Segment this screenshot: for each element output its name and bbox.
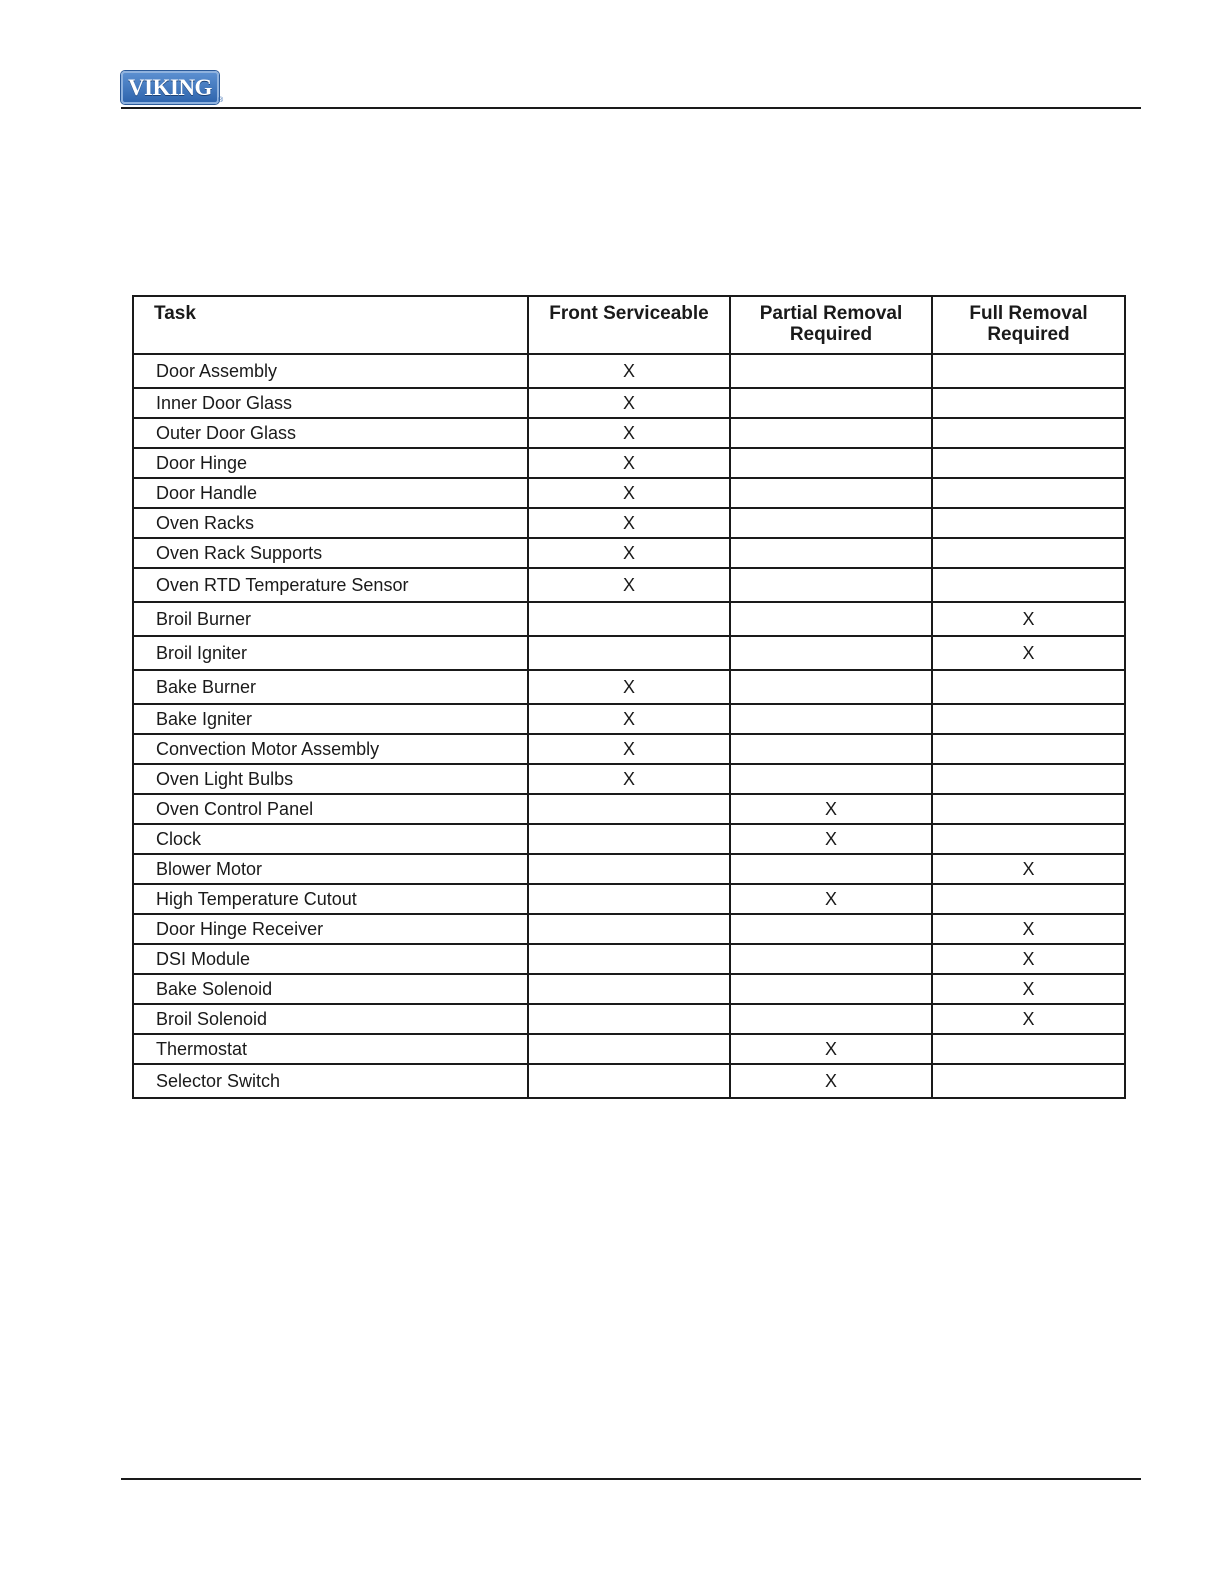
task-name: Inner Door Glass [133,388,528,418]
task-name: Clock [133,824,528,854]
full-removal-cell [932,670,1125,704]
full-removal-cell [932,794,1125,824]
full-removal-cell [932,508,1125,538]
table-row [133,704,1125,734]
front-serviceable-cell: X [528,418,730,448]
partial-removal-cell [730,636,932,670]
task-name: Oven Light Bulbs [133,764,528,794]
table-row [133,794,1125,824]
table-row [133,508,1125,538]
front-serviceable-cell: X [528,764,730,794]
table-row [133,354,1125,388]
partial-removal-cell: X [730,824,932,854]
task-name: Bake Solenoid [133,974,528,1004]
full-removal-cell [932,704,1125,734]
task-name: Oven Racks [133,508,528,538]
full-removal-cell [932,418,1125,448]
task-name: Door Handle [133,478,528,508]
front-serviceable-cell [528,824,730,854]
task-name: Broil Igniter [133,636,528,670]
partial-removal-cell [730,854,932,884]
table-row [133,944,1125,974]
front-serviceable-cell [528,1004,730,1034]
front-serviceable-cell [528,636,730,670]
table-row [133,538,1125,568]
header-rule [121,107,1141,109]
front-serviceable-cell [528,602,730,636]
task-name: Blower Motor [133,854,528,884]
front-serviceable-cell: X [528,538,730,568]
task-name: Bake Igniter [133,704,528,734]
partial-removal-cell [730,1004,932,1034]
partial-removal-cell: X [730,1034,932,1064]
registered-mark: ® [218,97,224,104]
partial-removal-cell [730,670,932,704]
full-removal-cell [932,1064,1125,1098]
front-serviceable-cell: X [528,734,730,764]
table-row [133,884,1125,914]
task-name: Oven RTD Temperature Sensor [133,568,528,602]
front-serviceable-cell [528,914,730,944]
task-name: Door Hinge Receiver [133,914,528,944]
task-name: High Temperature Cutout [133,884,528,914]
table-row [133,670,1125,704]
partial-removal-cell [730,734,932,764]
table-row [133,602,1125,636]
viking-logo [121,71,219,104]
table-row [133,388,1125,418]
front-serviceable-cell: X [528,354,730,388]
front-serviceable-cell: X [528,568,730,602]
partial-removal-cell [730,974,932,1004]
full-removal-cell [932,448,1125,478]
task-name: Selector Switch [133,1064,528,1098]
task-name: DSI Module [133,944,528,974]
column-header-partial-removal: Partial Removal Required [730,296,932,354]
front-serviceable-cell [528,884,730,914]
partial-removal-cell [730,418,932,448]
task-name: Convection Motor Assembly [133,734,528,764]
logo-text: VIKING [128,74,212,100]
task-name: Oven Control Panel [133,794,528,824]
task-name: Thermostat [133,1034,528,1064]
full-removal-cell [932,1034,1125,1064]
front-serviceable-cell: X [528,478,730,508]
task-name: Door Hinge [133,448,528,478]
front-serviceable-cell: X [528,670,730,704]
full-removal-cell [932,538,1125,568]
partial-removal-cell [730,914,932,944]
table-row [133,418,1125,448]
full-removal-cell: X [932,1004,1125,1034]
full-removal-cell: X [932,602,1125,636]
table-row [133,974,1125,1004]
partial-removal-cell: X [730,794,932,824]
task-name: Broil Burner [133,602,528,636]
full-removal-cell [932,764,1125,794]
full-removal-cell [932,478,1125,508]
table-row [133,448,1125,478]
task-name: Door Assembly [133,354,528,388]
full-removal-cell [932,388,1125,418]
task-name: Oven Rack Supports [133,538,528,568]
partial-removal-cell [730,764,932,794]
partial-removal-cell [730,704,932,734]
task-name: Broil Solenoid [133,1004,528,1034]
full-removal-cell: X [932,854,1125,884]
task-name: Bake Burner [133,670,528,704]
table-row [133,478,1125,508]
partial-removal-cell [730,538,932,568]
front-serviceable-cell [528,944,730,974]
column-header-task: Task [133,296,528,354]
partial-removal-cell: X [730,1064,932,1098]
full-removal-cell [932,354,1125,388]
table-row [133,1004,1125,1034]
table-row [133,568,1125,602]
partial-removal-cell [730,508,932,538]
partial-removal-cell [730,944,932,974]
front-serviceable-cell: X [528,704,730,734]
front-serviceable-cell: X [528,388,730,418]
column-header-full-removal: Full Removal Required [932,296,1125,354]
full-removal-cell [932,734,1125,764]
full-removal-cell: X [932,974,1125,1004]
table-header-row [133,296,1125,354]
partial-removal-cell: X [730,884,932,914]
full-removal-cell [932,824,1125,854]
serviceability-table [132,295,1126,1099]
table-row [133,914,1125,944]
front-serviceable-cell: X [528,508,730,538]
table-row [133,1034,1125,1064]
task-name: Outer Door Glass [133,418,528,448]
partial-removal-cell [730,354,932,388]
table-row [133,854,1125,884]
partial-removal-cell [730,388,932,418]
full-removal-cell: X [932,636,1125,670]
column-header-front-serviceable: Front Serviceable [528,296,730,354]
partial-removal-cell [730,448,932,478]
table-row [133,824,1125,854]
full-removal-cell [932,568,1125,602]
partial-removal-cell [730,602,932,636]
front-serviceable-cell [528,974,730,1004]
front-serviceable-cell [528,794,730,824]
front-serviceable-cell [528,1064,730,1098]
front-serviceable-cell [528,1034,730,1064]
full-removal-cell: X [932,914,1125,944]
front-serviceable-cell [528,854,730,884]
partial-removal-cell [730,568,932,602]
table-row [133,734,1125,764]
table-row [133,1064,1125,1098]
footer-rule [121,1478,1141,1480]
front-serviceable-cell: X [528,448,730,478]
full-removal-cell [932,884,1125,914]
partial-removal-cell [730,478,932,508]
full-removal-cell: X [932,944,1125,974]
table-row [133,764,1125,794]
table-row [133,636,1125,670]
